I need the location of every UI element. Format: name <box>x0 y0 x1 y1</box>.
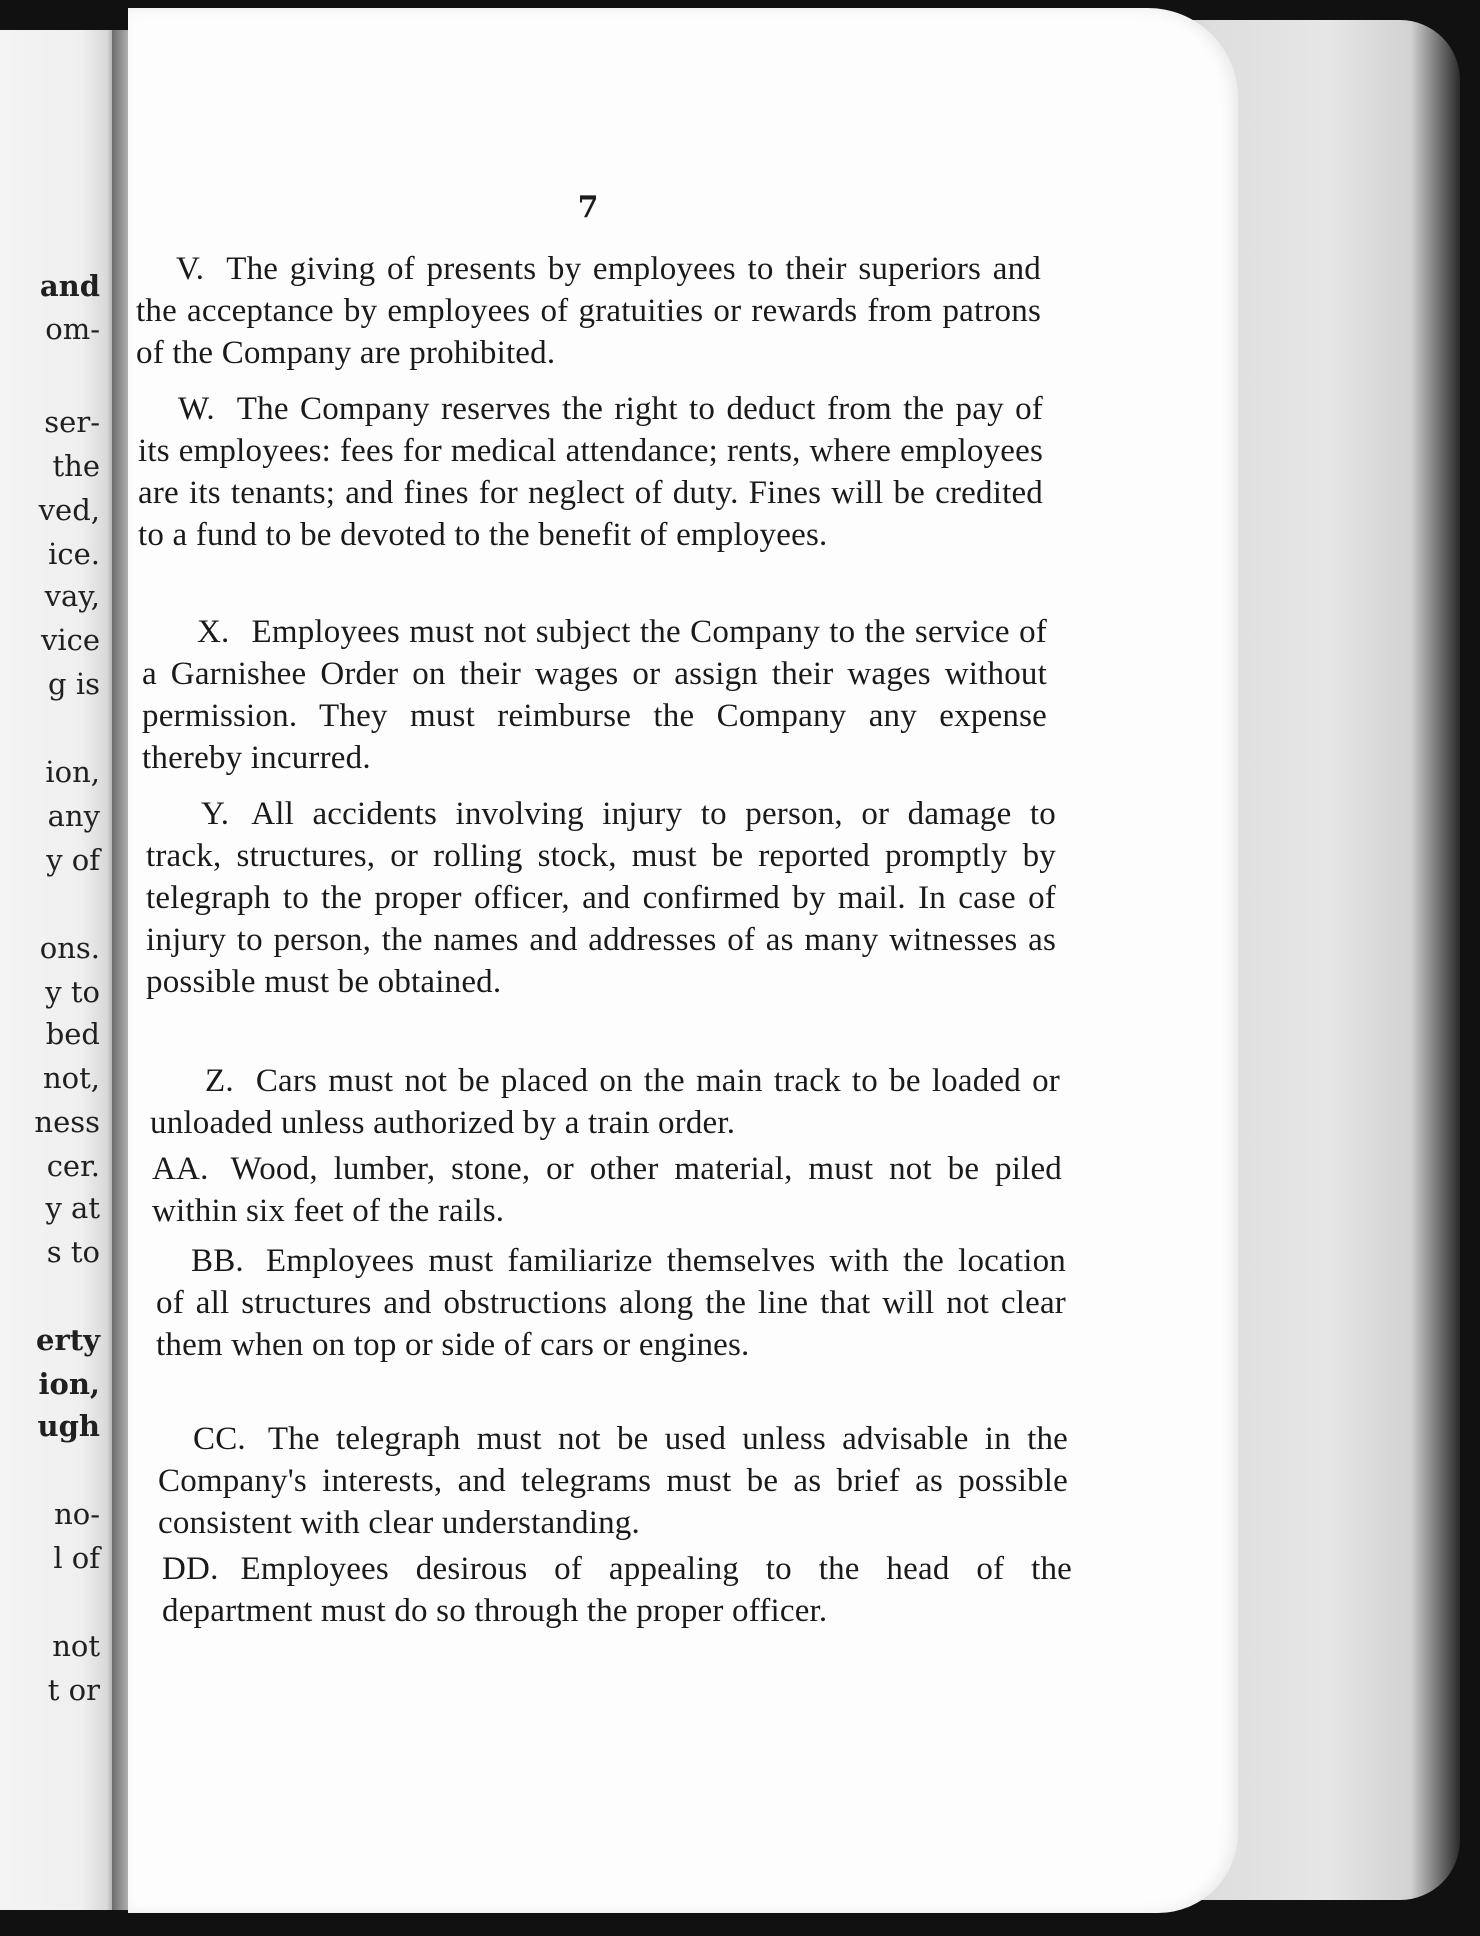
rule-text: Employees desirous of appealing to the head of the department must do so through the proper officer. <box>162 1551 1072 1629</box>
rule-paragraph <box>162 1548 1072 1632</box>
left-page-fragment: cer. <box>46 1149 100 1183</box>
rule-text: The Company reserves the right to deduct from the pay of its employees: fees for medical attendance; rents, where employees are its tenants; and fines for neglect of duty. Fines will be credited to a fund to be devoted to the benefit of employees. <box>138 391 1043 553</box>
rule-text: Wood, lumber, stone, or other material, must not be piled within six feet of the rails. <box>152 1151 1062 1229</box>
left-page-fragment: s to <box>46 1235 100 1269</box>
left-page-fragment: ion, <box>38 1367 100 1401</box>
rule-label: X. <box>197 614 230 650</box>
left-page-fragment: vay, <box>44 579 100 613</box>
left-page-fragment: y at <box>45 1191 100 1225</box>
rule-label: Y. <box>201 796 230 832</box>
rule-text: Employees must familiarize themselves with the location of all structures and obstructions along the line that will not clear them when on top or side of cars or engines. <box>156 1243 1066 1363</box>
rule-text: All accidents involving injury to person, or damage to track, structures, or rolling stock, must be reported promptly by telegraph to the proper officer, and confirmed by mail. In case of injury to person, the names and addresses of as many witnesses as possible must be obtained. <box>146 796 1056 1000</box>
rule-paragraph <box>156 1240 1066 1366</box>
left-page-fragment: erty <box>36 1323 100 1357</box>
rule-label: V. <box>176 251 205 287</box>
left-page-fragment: ice. <box>48 537 100 571</box>
left-page-fragment: not <box>52 1629 100 1663</box>
rule-paragraph <box>136 248 1041 374</box>
left-page-fragment: t or <box>47 1673 100 1707</box>
left-page-fragment: ness <box>34 1105 100 1139</box>
rule-text: Cars must not be placed on the main track to be loaded or unloaded unless authorized by a train order. <box>150 1063 1060 1141</box>
current-page <box>128 8 1238 1913</box>
left-page-fragment: the <box>52 449 100 483</box>
rule-label: CC. <box>193 1421 246 1457</box>
rule-paragraph <box>142 611 1047 779</box>
left-page-fragment: l of <box>53 1541 100 1575</box>
rule-paragraph <box>158 1418 1068 1544</box>
left-page-fragment: ved, <box>38 493 100 527</box>
left-page-fragment: ugh <box>37 1409 100 1443</box>
rules-text <box>128 8 1238 1913</box>
left-page-fragment: ser- <box>44 405 100 439</box>
rule-text: The giving of presents by employees to their superiors and the acceptance by employees of gratuities or rewards from patrons of the Company are prohibited. <box>136 251 1041 371</box>
rule-paragraph <box>152 1148 1062 1232</box>
page-number: 7 <box>577 190 599 225</box>
rule-text: Employees must not subject the Company to the service of a Garnishee Order on their wages or assign their wages without permission. They must reimburse the Company any expense thereby incurred. <box>142 614 1047 776</box>
rule-label: DD. <box>162 1551 219 1587</box>
left-page-fragment: ons. <box>39 931 100 965</box>
rule-label: Z. <box>205 1063 234 1099</box>
left-page-fragment: y to <box>45 975 100 1009</box>
left-page-fragment: vice <box>40 623 100 657</box>
left-page-fragment: and <box>39 269 100 303</box>
previous-page <box>0 30 116 1910</box>
rule-paragraph <box>146 793 1056 1003</box>
left-page-fragment: ion, <box>45 755 100 789</box>
rule-paragraph <box>138 388 1043 556</box>
rule-label: AA. <box>152 1151 209 1187</box>
left-page-fragment: g is <box>48 667 100 701</box>
left-page-fragment: y of <box>46 843 100 877</box>
rule-text: The telegraph must not be used unless advisable in the Company's interests, and telegrams must be as brief as possible consistent with clear understanding. <box>158 1421 1068 1541</box>
left-page-fragment: bed <box>45 1017 100 1051</box>
left-page-fragment: no- <box>54 1497 100 1531</box>
left-page-fragment: om- <box>45 312 100 346</box>
rule-paragraph <box>150 1060 1060 1144</box>
left-page-fragment: any <box>47 799 100 833</box>
rule-label: W. <box>178 391 215 427</box>
rule-label: BB. <box>191 1243 244 1279</box>
left-page-fragment: not, <box>42 1061 100 1095</box>
